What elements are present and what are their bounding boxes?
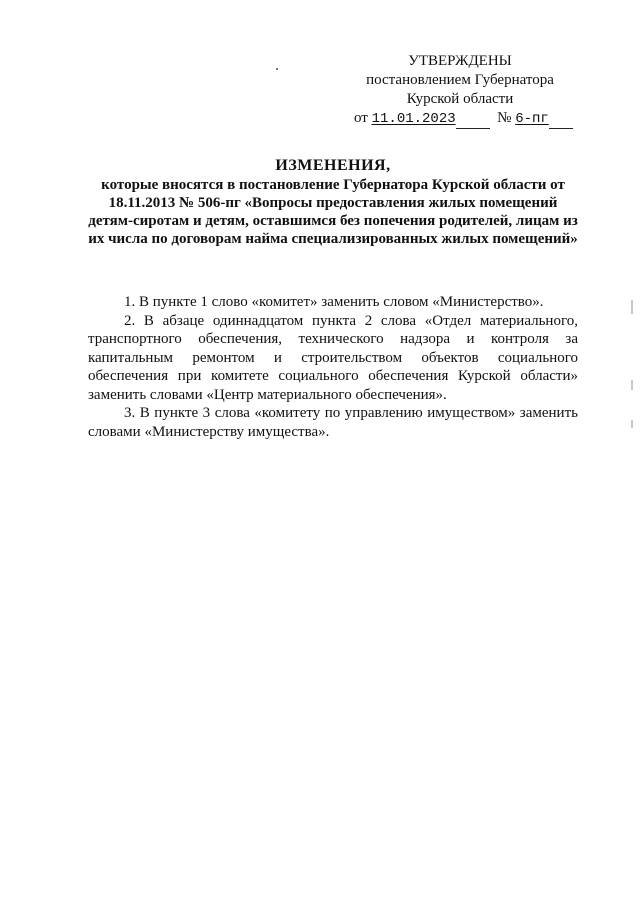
approval-line-2: Курской области	[406, 91, 514, 107]
date-prefix: от	[354, 110, 368, 126]
number-underline	[549, 114, 573, 129]
paragraph-2: 2. В абзаце одиннадцатом пункта 2 слова «Отдел материального, транспортного обеспечения, технического надзора и контроля за капитальным ремонтом и строительством объектов социального обеспечения при комитете социального обеспечения Курской области» заменить словами «Центр материального обеспечения».	[88, 312, 578, 403]
scan-edge-mark	[631, 300, 633, 314]
scan-speck	[276, 68, 278, 70]
date-underline	[456, 114, 490, 129]
scan-edge-mark	[631, 380, 633, 390]
approval-block	[340, 52, 580, 129]
paragraph-3: 3. В пункте 3 слова «комитету по управлению имуществом» заменить словами «Министерству имущества».	[88, 405, 578, 440]
document-subtitle: которые вносятся в постановление Губернатора Курской области от 18.11.2013 № 506-пг «Вопросы предоставления жилых помещений детям-сиротам и детям, оставшимся без попечения родителей, лицам из их числа по договорам найма специализированных жилых помещений»	[88, 177, 578, 247]
approval-date-line	[340, 109, 580, 129]
scan-edge-mark	[631, 420, 633, 428]
approval-heading: УТВЕРЖДЕНЫ	[408, 53, 512, 69]
number-value: 6-пг	[515, 111, 549, 127]
document-title: ИЗМЕНЕНИЯ,	[275, 157, 391, 174]
document-body	[88, 293, 578, 441]
title-block	[88, 156, 578, 248]
paragraph-1: 1. В пункте 1 слово «комитет» заменить словом «Министерство».	[124, 294, 544, 310]
date-value: 11.01.2023	[371, 111, 456, 127]
approval-line-1: постановлением Губернатора	[366, 72, 554, 88]
number-prefix: №	[497, 110, 512, 126]
